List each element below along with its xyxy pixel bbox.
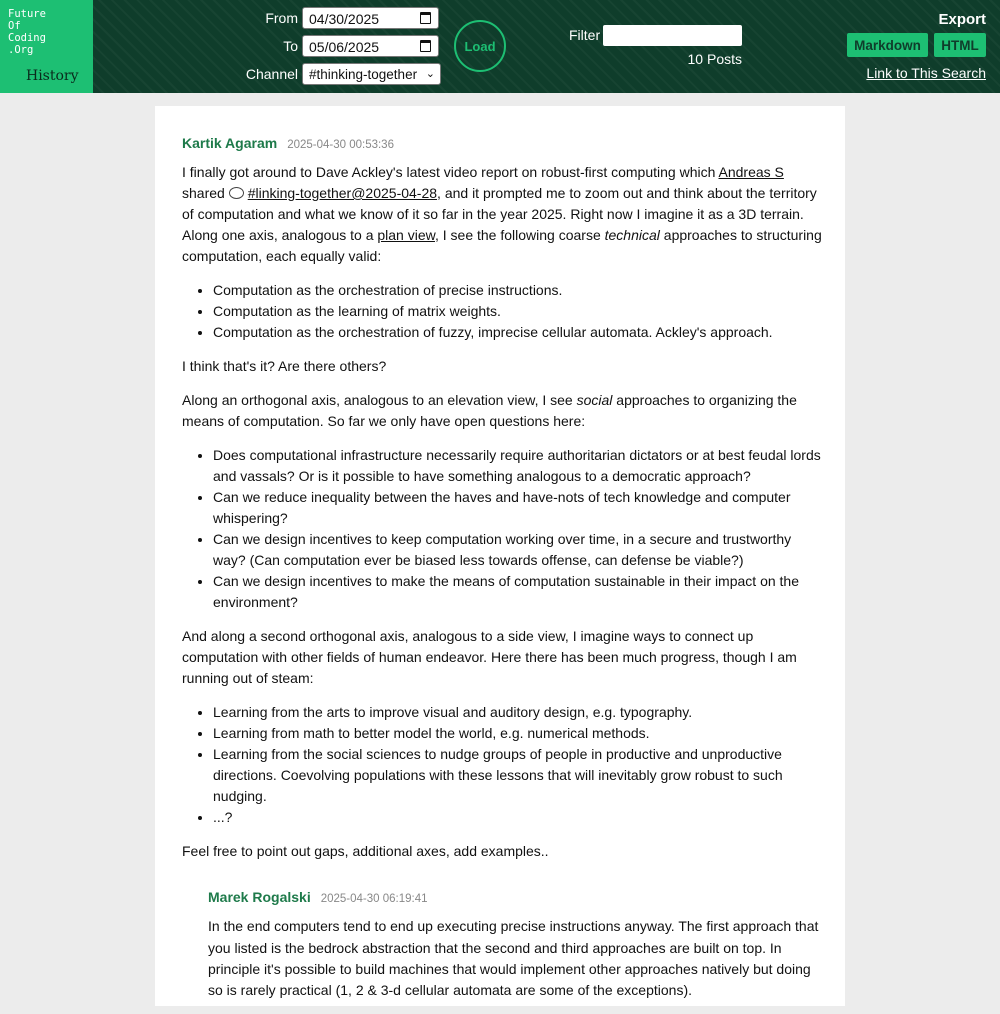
emphasis: social [576,392,613,408]
user-link-andreas[interactable]: Andreas S [718,164,784,180]
channel-label: Channel [245,66,298,82]
export-html-button[interactable]: HTML [934,33,986,57]
technical-approaches-list [182,280,822,343]
logo-line: Coding [8,32,46,44]
message-author[interactable]: Kartik Agaram [182,135,278,151]
reply-meta [208,887,828,910]
export-title: Export [938,11,986,28]
list-item: • Learning from the arts to improve visual and auditory design, e.g. typography. [213,702,822,723]
message-paragraph [182,162,822,267]
message-card [155,106,845,1006]
header-bar [0,0,1000,93]
message-paragraph: I think that's it? Are there others? [182,358,387,374]
export-markdown-button[interactable]: Markdown [847,33,928,57]
to-date-input[interactable] [302,35,439,57]
calendar-icon[interactable] [420,40,431,52]
emphasis: technical [604,227,660,243]
message-paragraph [182,390,822,432]
channel-link[interactable]: #linking-together@2025-04-28 [247,185,438,201]
message [182,133,822,875]
chevron-down-icon: ⌄ [425,68,435,80]
social-questions-list [182,445,822,613]
filter-input[interactable] [603,25,742,46]
list-item: • Does computational infrastructure necessarily require authoritarian dictators or at best feudal lords and vassals? Or is it possible to have something analogous to a democratic approach? [213,445,822,487]
list-item: • ...? [213,807,822,828]
site-logo[interactable] [0,0,93,93]
list-item: • Computation as the orchestration of precise instructions. [213,280,822,301]
list-item: • Can we reduce inequality between the haves and have-nots of tech knowledge and computer whispering? [213,487,822,529]
list-item: • Can we design incentives to make the means of computation sustainable in their impact on the environment? [213,571,822,613]
logo-line: Future [8,8,46,20]
logo-line: .Org [8,44,34,56]
link-to-search[interactable]: Link to This Search [866,65,986,81]
reply-author[interactable]: Marek Rogalski [208,889,311,905]
text-run: approaches to structuring computation, each equally valid: [182,227,822,264]
filter-label: Filter [569,27,601,43]
message-meta [182,133,822,156]
text-run: , I see the following coarse [434,227,605,243]
calendar-icon[interactable] [420,12,431,24]
load-button[interactable]: Load [454,20,506,72]
to-label: To [283,38,298,54]
from-date-value: 04/30/2025 [309,11,380,27]
message-paragraph: And along a second orthogonal axis, analogous to a side view, I imagine ways to connect up computation with other fields of human endeavor. Here there has been much progress, though I am running out of steam: [182,628,797,686]
list-item: • Learning from math to better model the world, e.g. numerical methods. [213,723,822,744]
list-item: • Can we design incentives to keep computation working over time, in a secure and trustworthy way? (Can computation ever be biased less towards offense, can defense be viable?) [213,529,822,571]
text-run: I finally got around to Dave Ackley's latest video report on robust-first computing which [182,164,719,180]
reply-text: In the end computers tend to end up executing precise instructions anyway. The first approach that you listed is the bedrock abstraction that the second and third approaches are built on top. In principle it's possible to build machines that would implement other approaches natively but doing so is rarely practical (1, 2 & 3-d cellular automata are some of the exceptions). [208,918,819,999]
channel-value: #thinking-together [309,67,418,82]
plan-view-link[interactable]: plan view [377,227,435,243]
text-run: , and it prompted me to zoom out and think about the territory of computation and what we know of it so far in the year 2025. Right now I imagine it as a 3D terrain. Along one axis, analogous to a [182,185,817,243]
to-date-value: 05/06/2025 [309,39,380,55]
posts-count: 10 Posts [687,51,742,67]
fields-list [182,702,822,828]
message-timestamp: 2025-04-30 00:53:36 [287,139,394,151]
message-paragraph: Feel free to point out gaps, additional axes, add examples.. [182,843,549,859]
list-item: • Computation as the learning of matrix weights. [213,301,822,322]
from-date-input[interactable] [302,7,439,29]
text-run: shared [182,185,229,201]
reply-message [208,887,828,1014]
text-run: Along an orthogonal axis, analogous to an elevation view, I see [182,392,577,408]
reply-timestamp: 2025-04-30 06:19:41 [320,893,428,905]
list-item: • Computation as the orchestration of fuzzy, imprecise cellular automata. Ackley's approach. [213,322,822,343]
channel-select[interactable] [302,63,441,85]
text-run: approaches to organizing the means of computation. So far we only have open questions here: [182,392,797,429]
from-label: From [265,10,298,26]
logo-line: Of [8,20,21,32]
list-item: • Learning from the social sciences to nudge groups of people in productive and unproductive directions. Coevolving populations with these lessons that will inevitably grow robust to such nudging. [213,744,822,807]
chat-bubble-icon [229,187,244,199]
logo-history: History [26,68,79,84]
